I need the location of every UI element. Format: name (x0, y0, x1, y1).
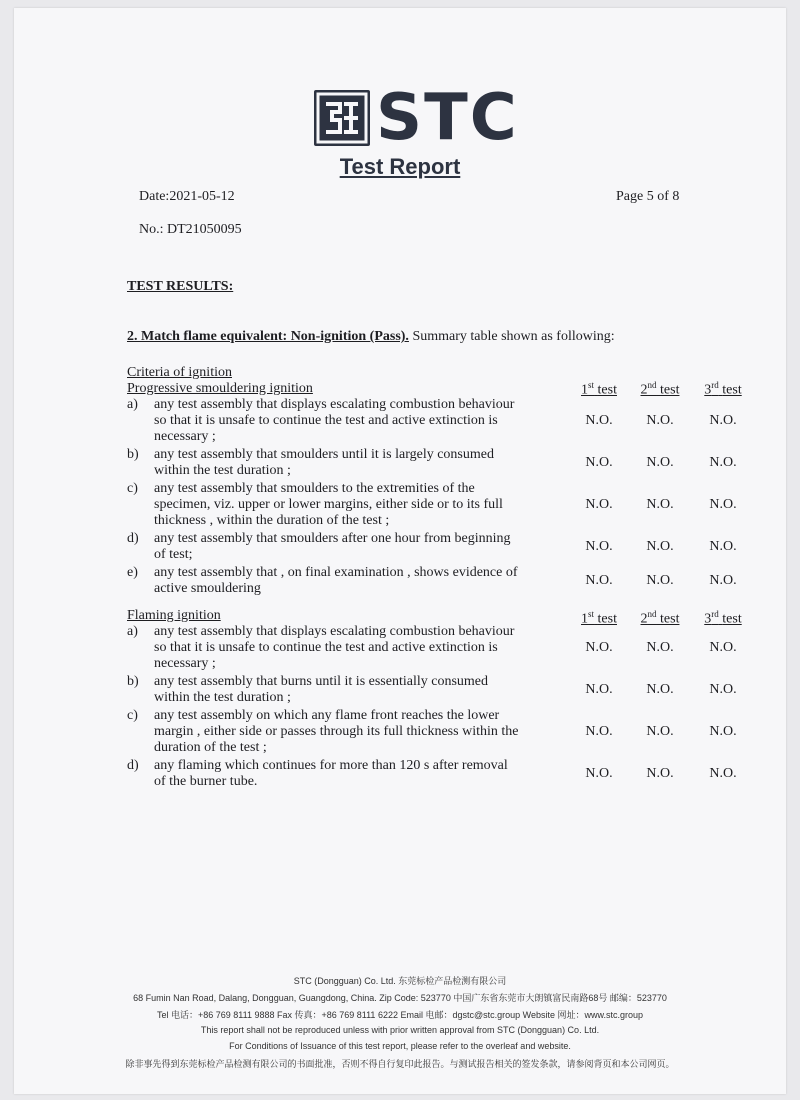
result-cell: N.O. (646, 766, 674, 781)
flaming-title: Flaming ignition (127, 608, 221, 623)
smouldering-title: Progressive smouldering ignition (127, 381, 313, 396)
criterion-line: any test assembly on which any flame front reaches the lower (154, 708, 500, 723)
row-letter: e) (127, 565, 138, 580)
criterion-line: duration of the test ; (154, 740, 267, 755)
table-row (127, 674, 747, 706)
criterion-line: any test assembly that smoulders after one hour from beginning (154, 531, 511, 546)
criterion-line: within the test duration ; (154, 463, 291, 478)
col-header-2: 2nd test (640, 609, 680, 627)
result-cell: N.O. (646, 573, 674, 588)
row-criterion (154, 481, 554, 529)
row-criterion (154, 674, 554, 706)
result-cell: N.O. (585, 724, 613, 739)
section-title: TEST RESULTS: (127, 279, 234, 294)
result-cell: N.O. (709, 724, 737, 739)
row-letter: b) (127, 674, 139, 689)
row-criterion (154, 531, 554, 563)
criterion-line: any test assembly that burns until it is essentially consumed (154, 674, 489, 689)
result-cell: N.O. (585, 539, 613, 554)
criterion-line: necessary ; (154, 429, 216, 444)
result-cell: N.O. (585, 682, 613, 697)
result-cell: N.O. (585, 573, 613, 588)
footer-address: 68 Fumin Nan Road, Dalang, Dongguan, Guangdong, China. Zip Code: 523770 中国广东省东莞市大朗镇富民南路68号 邮编：523770 (133, 993, 667, 1003)
footer-company: STC (Dongguan) Co. Ltd. 东莞标检产品检测有限公司 (293, 976, 507, 986)
stc-logo (314, 81, 544, 155)
criterion-line: of test; (154, 547, 193, 562)
row-criterion (154, 565, 554, 597)
stc-logo-mark (314, 90, 370, 146)
col-header-1: 1st test (581, 609, 617, 627)
smouldering-table (127, 365, 747, 596)
row-letter: a) (127, 397, 138, 412)
result-cell: N.O. (585, 640, 613, 655)
table-row (127, 758, 747, 790)
item-title-suffix: Summary table shown as following: (412, 329, 615, 344)
table-row (127, 565, 747, 597)
row-letter: b) (127, 447, 139, 462)
col-header-3: 3rd test (704, 609, 742, 627)
report-page (14, 8, 786, 1094)
row-letter: a) (127, 624, 138, 639)
result-cell: N.O. (646, 682, 674, 697)
result-cell: N.O. (646, 497, 674, 512)
criterion-line: active smouldering (154, 581, 261, 596)
criterion-line: any test assembly that displays escalating combustion behaviour (154, 624, 515, 639)
result-cell: N.O. (585, 413, 613, 428)
table-row (127, 481, 747, 529)
result-cell: N.O. (585, 766, 613, 781)
footer-reproduction-note: This report shall not be reproduced unless with prior written approval from STC (Dongguan) Co. Ltd. (200, 1025, 600, 1035)
criterion-line: any test assembly that smoulders until it is largely consumed (154, 447, 494, 462)
criterion-line: thickness , within the duration of the test ; (154, 513, 390, 528)
report-date: Date:2021-05-12 (139, 189, 235, 204)
row-criterion (154, 708, 554, 756)
criterion-line: any test assembly that , on final examination , shows evidence of (154, 565, 518, 580)
row-criterion (154, 624, 554, 672)
flaming-table (127, 608, 747, 794)
page-number: Page 5 of 8 (616, 189, 680, 204)
row-criterion (154, 758, 554, 790)
table-row (127, 531, 747, 563)
col-header-3: 3rd test (704, 380, 742, 398)
table-row (127, 397, 747, 445)
result-cell: N.O. (709, 573, 737, 588)
criterion-line: so that it is unsafe to continue the test and active extinction is (154, 413, 498, 428)
table-row (127, 624, 747, 672)
result-cell: N.O. (709, 497, 737, 512)
row-letter: d) (127, 531, 139, 546)
criterion-line: any flaming which continues for more than 120 s after removal (154, 758, 508, 773)
result-cell: N.O. (646, 455, 674, 470)
row-letter: d) (127, 758, 139, 773)
footer-conditions-note: For Conditions of Issuance of this test report, please refer to the overleaf and website. (229, 1041, 571, 1051)
footer-contact: Tel 电话：+86 769 8111 9888 Fax 传真：+86 769 8111 6222 Email 电邮：dgstc@stc.group Website 网址：www.stc.group (156, 1010, 644, 1020)
row-letter: c) (127, 481, 138, 496)
report-title: Test Report (339, 154, 461, 179)
row-criterion (154, 447, 554, 479)
criterion-line: specimen, viz. upper or lower margins, either side or to its full (154, 497, 503, 512)
result-cell: N.O. (646, 539, 674, 554)
result-cell: N.O. (709, 539, 737, 554)
criteria-title: Criteria of ignition (127, 365, 232, 380)
result-cell: N.O. (709, 413, 737, 428)
row-letter: c) (127, 708, 138, 723)
result-cell: N.O. (709, 455, 737, 470)
item-title-main: 2. Match flame equivalent: Non-ignition (Pass). (127, 329, 409, 344)
criterion-line: of the burner tube. (154, 774, 258, 789)
criterion-line: any test assembly that smoulders to the extremities of the (154, 481, 475, 496)
col-header-2: 2nd test (640, 380, 680, 398)
row-criterion (154, 397, 554, 445)
criterion-line: margin , either side or passes through its full thickness within the (154, 724, 519, 739)
criterion-line: any test assembly that displays escalating combustion behaviour (154, 397, 515, 412)
result-cell: N.O. (709, 640, 737, 655)
criterion-line: necessary ; (154, 656, 216, 671)
logo-text: STC (376, 81, 519, 155)
result-cell: N.O. (646, 640, 674, 655)
result-cell: N.O. (585, 497, 613, 512)
result-cell: N.O. (585, 455, 613, 470)
result-cell: N.O. (709, 766, 737, 781)
result-cell: N.O. (709, 682, 737, 697)
footer-chinese-note: 除非事先得到东莞标检产品检测有限公司的书面批准，否则不得自行复印此报告。与测试报告相关的签发条款，请参阅背页和本公司网页。 (125, 1059, 675, 1069)
table-row (127, 708, 747, 756)
item-title (127, 329, 615, 345)
table-row (127, 447, 747, 479)
result-cell: N.O. (646, 724, 674, 739)
col-header-1: 1st test (581, 380, 617, 398)
criterion-line: within the test duration ; (154, 690, 291, 705)
criterion-line: so that it is unsafe to continue the test and active extinction is (154, 640, 498, 655)
result-cell: N.O. (646, 413, 674, 428)
report-number: No.: DT21050095 (139, 222, 242, 237)
